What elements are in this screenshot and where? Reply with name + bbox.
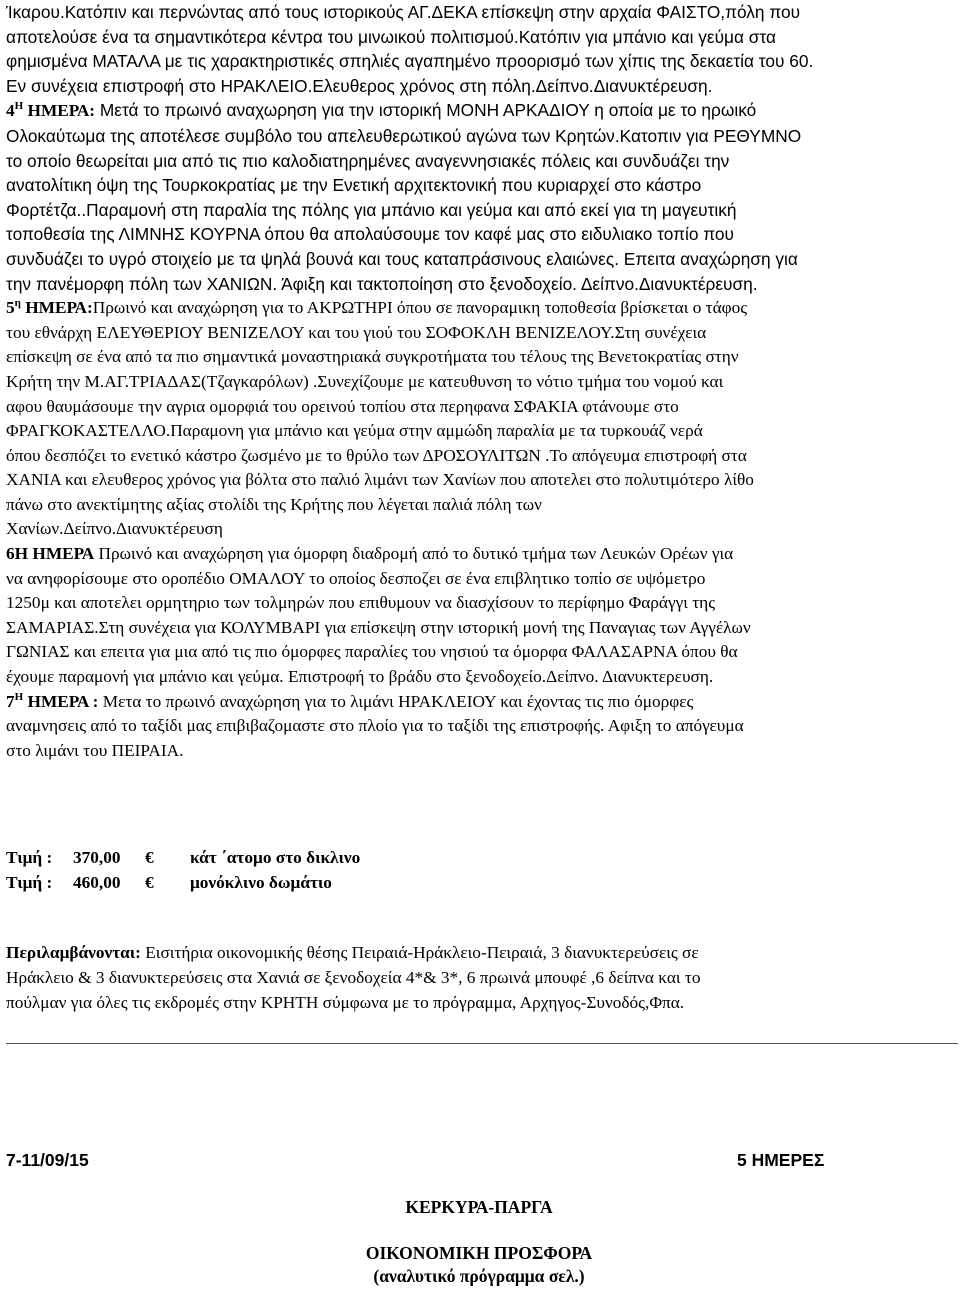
day-7-paragraph <box>6 690 956 764</box>
text-line: ανατολίτικη όψη της Τουρκοκρατίας με την Ενετική αρχιτεκτονική που κυριαρχεί στο κάστρο <box>6 175 702 196</box>
day-4-paragraph <box>6 98 956 296</box>
section-divider <box>6 1043 958 1044</box>
text-line: Μετα το πρωινό αναχώρηση για το λιμάνι ΗΡΑΚΛΕΙΟΥ και έχοντας τις πιο όμορφες <box>98 691 694 711</box>
text-line: ΣΑΜΑΡΙΑΣ.Στη συνέχεια για ΚΟΛΥΜΒΑΡΙ για επίσκεψη στην ιστορική μονή της Παναγιας των Αγγέλων <box>6 617 751 637</box>
text-line: αποτελούσε ένα τα σημαντικότερα κέντρα του μινωικού πολιτισμού.Κατόπιν για μπάνιο και γεύμα στα <box>6 26 777 47</box>
day-5-label: ΗΜΕΡΑ: <box>20 298 93 318</box>
text-line: Πρωινό και αναχώρηση για το ΑΚΡΩΤΗΡΙ όπου σε πανοραμικη τοποθεσία βρίσκεται ο τάφος <box>92 298 748 318</box>
text-line: έχουμε παραμονή για μπάνιο και γεύμα. Επιστροφή το βράδυ στο ξενοδοχείο.Δείπνο. Διανυκτερευση. <box>6 667 714 687</box>
intro-paragraph <box>6 0 956 98</box>
text-line: Μετά το πρωινό αναχωρηση για την ιστορική ΜΟΝΗ ΑΡΚΑΔΙΟΥ η οποία με το ηρωικό <box>95 100 757 121</box>
day-7-superscript: Η <box>14 690 24 703</box>
text-line: τοποθεσία της ΛΙΜΝΗΣ ΚΟΥΡΝΑ όπου θα απολαύσουμε τον καφέ μας στο ειδυλιακο τοπίο που <box>6 224 734 245</box>
day-4-superscript: Η <box>14 100 24 113</box>
itinerary-page <box>6 0 956 1286</box>
text-line: Εν συνέχεια επιστροφή στο ΗΡΑΚΛΕΙΟ.Ελευθερος χρόνος στη πόλη.Δείπνο.Διανυκτέρευση. <box>6 75 713 96</box>
text-line: του εθνάρχη ΕΛΕΥΘΕΡΙΟΥ ΒΕΝΙΖΕΛΟΥ και του γιού του ΣΟΦΟΚΛΗ ΒΕΝΙΖΕΛΟΥ.Στη συνέχεια <box>6 322 707 342</box>
day-5-number: 5 <box>6 298 15 318</box>
text-line: να ανηφορίσουμε στο οροπέδιο ΟΜΑΛΟΥ το οποίος δεσποζει σε ένα επιβλητικο τοπίο σε υψόμετρο <box>6 568 706 588</box>
day-5-heading-line <box>6 296 956 321</box>
offer-title: ΟΙΚΟΝΟΜΙΚΗ ΠΡΟΣΦΟΡΑ <box>365 1243 593 1263</box>
tour-dates: 7-11/09/15 <box>6 1150 89 1170</box>
text-line: Ίκαρου.Κατόπιν και περνώντας από τους ιστορικούς ΑΓ.ΔΕΚΑ επίσκεψη στην αρχαία ΦΑΙΣΤΟ,πόλη που <box>6 2 801 22</box>
price-row-double <box>6 845 956 870</box>
tour-destination: ΚΕΡΚΥΡΑ-ΠΑΡΓΑ <box>405 1197 553 1217</box>
price-label: Τιμή : <box>6 848 53 867</box>
text-line: ΧΑΝΙΑ και ελευθερος χρόνος για βόλτα στο παλιό λιμάνι των Χανίων που αποτελει στο πολυτιμότερο λίθο <box>6 470 754 490</box>
day-7-heading-line <box>6 690 956 715</box>
text-line: ΦΡΑΓΚΟΚΑΣΤΕΛΛΟ.Παραμονη για μπάνιο και γεύμα στην αμμώδη παραλία με τα τυρκουάζ νερά <box>6 421 703 441</box>
day-6-heading-line <box>6 542 956 567</box>
tour-duration: 5 ΗΜΕΡΕΣ <box>737 1150 825 1170</box>
price-description: μονόκλινο δωμάτιο <box>190 873 332 892</box>
day-5-paragraph <box>6 296 956 542</box>
text-line: Ολοκαύτωμα της αποτέλεσε συμβόλο του απελευθερωτικού αγώνα των Κρητών.Κατοπιν για ΡΕΘΥΜΝΟ <box>6 125 802 146</box>
price-label: Τιμή : <box>6 873 53 892</box>
text-line: Ηράκλειο & 3 διανυκτερεύσεις στα Χανιά σε ξενοδοχεία 4*& 3*, 6 πρωινά μπουφέ ,6 δείπνα και το <box>6 968 701 987</box>
text-line: ΓΩΝΙΑΣ και επειτα για μια από τις πιο όμορφες παραλίες του νησιού τα όμορφα ΦΑΛΑΣΑΡΝΑ όπου θα <box>6 642 738 662</box>
text-line: Φορτέτζα..Παραμονή στη παραλία της πόλης για μπάνιο και γεύμα και από εκεί για τη μαγευτική <box>6 199 737 220</box>
day-7-number: 7 <box>6 691 15 711</box>
text-line: πάνω στο ανεκτίμητης αξίας στολίδι της Κρήτης που λέγεται παλιά πόλη των <box>6 494 542 514</box>
text-line: όπου δεσπόζει το ενετικό κάστρο ζωσμένο με το θρύλο των ΔΡΟΣΟΥΛΙΤΩΝ .Το απόγευμα επιστροφή στα <box>6 445 747 465</box>
text-line: Εισιτήρια οικονομικής θέσης Πειραιά-Ηράκλειο-Πειραιά, 3 διανυκτερεύσεις σε <box>140 943 699 962</box>
text-line: αναμνησεις από το ταξίδι μας επιβιβαζομαστε στο πλοίο για το ταξίδι της επιστροφής. Αφιξη το απόγευμα <box>6 716 744 736</box>
day-6-paragraph <box>6 542 956 690</box>
euro-symbol: € <box>145 873 154 892</box>
price-row-single <box>6 870 956 895</box>
price-description: κάτ ΄ατομο στο δικλινο <box>190 848 361 867</box>
includes-paragraph <box>6 940 956 1015</box>
offer-block <box>6 1242 952 1288</box>
includes-label: Περιλαμβάνονται: <box>6 943 141 962</box>
text-line: στο λιμάνι του ΠΕΙΡΑΙΑ. <box>6 740 184 760</box>
price-amount: 370,00 <box>73 848 121 867</box>
text-line: αφου θαυμάσουμε την αγρια ομορφιά του ορεινού τοπίου στα περηφανα ΣΦΑΚΙΑ φτάνουμε στο <box>6 396 679 416</box>
day-7-label: ΗΜΕΡΑ : <box>23 691 99 711</box>
day-4-label: ΗΜΕΡΑ: <box>23 101 96 121</box>
text-line: 1250μ και αποτελει ορμητηριο των τολμηρών που επιθυμουν να διασχίσουν το περίφημο Φαράγγι της <box>6 593 716 613</box>
includes-first-line <box>6 940 956 965</box>
price-block <box>6 845 956 895</box>
text-line: συνδυάζει το υγρό στοιχείο με τα ψηλά βουνά και τους καταπράσινους ελαιώνες. Επειτα αναχώρηση για <box>6 248 798 269</box>
text-line: την πανέμορφη πόλη των ΧΑΝΙΩΝ. Άφιξη και τακτοποίηση στο ξενοδοχείο. Δείπνο.Διανυκτέρευση. <box>6 273 758 294</box>
euro-symbol: € <box>145 848 154 867</box>
offer-note: (αναλυτικό πρόγραμμα σελ.) <box>373 1266 585 1286</box>
text-line: Πρωινό και αναχώρηση για όμορφη διαδρομή από το δυτικό τμήμα των Λευκών Ορέων για <box>94 544 734 564</box>
text-line: το οποίο θεωρείται μια από τις πιο καλοδιατηρημένες αναγεννησιακές πόλεις και συνδυάζει την <box>6 150 730 171</box>
text-line: Χανίων.Δείπνο.Διανυκτέρευση <box>6 519 223 539</box>
day-4-heading-line <box>6 98 956 124</box>
price-amount: 460,00 <box>73 873 121 892</box>
day-6-label: 6Η ΗΜΕΡΑ <box>6 544 95 564</box>
day-5-superscript: η <box>14 297 21 310</box>
day-4-number: 4 <box>6 101 15 121</box>
text-line: πούλμαν για όλες τις εκδρομές στην ΚΡΗΤΗ σύμφωνα με το πρόγραμμα, Αρχηγος-Συνοδός,Φπα. <box>6 993 685 1012</box>
text-line: Κρήτη την Μ.ΑΓ.ΤΡΙΑΔΑΣ(Τζαγκαρόλων) .Συνεχίζουμε με κατευθυνση το νότιο τμήμα του νομού και <box>6 371 724 391</box>
text-line: φημισμένα ΜΑΤΑΛΑ με τις χαρακτηριστικές σπηλιές αγαπημένο προορισμό των χίπις της δεκαετία του 60. <box>6 51 814 72</box>
text-line: επίσκεψη σε ένα από τα πιο σημαντικά μοναστηριακά συγκροτήματα του τέλους της Βενετοκρατίας στην <box>6 347 739 367</box>
